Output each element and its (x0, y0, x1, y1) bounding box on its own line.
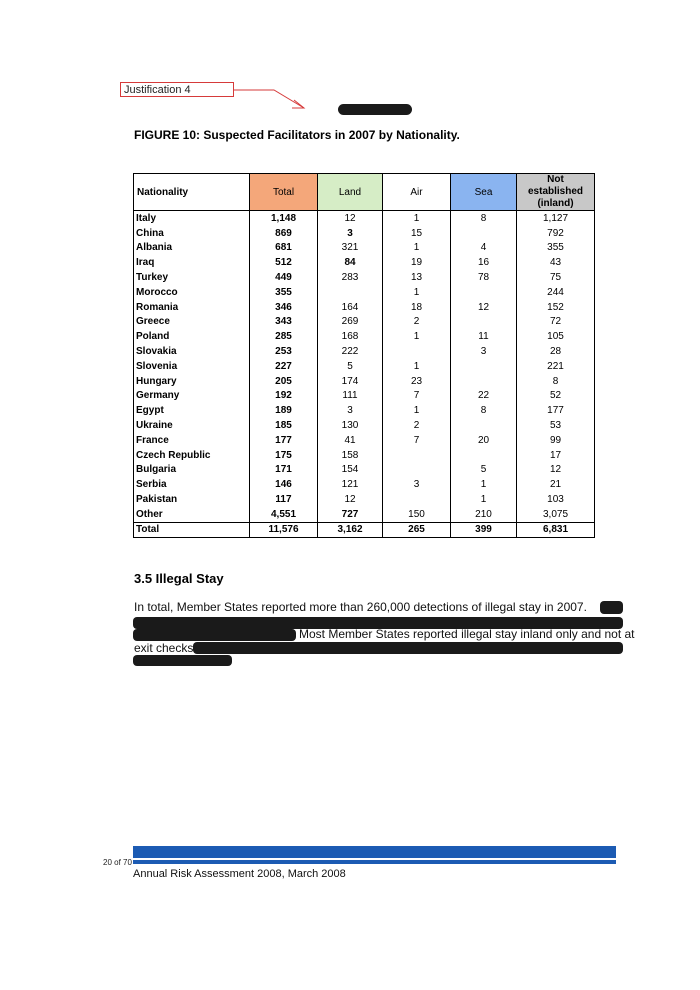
cell-nationality: Morocco (134, 285, 250, 300)
cell-land: 12 (318, 492, 383, 507)
table-row (134, 211, 595, 226)
table-row (134, 270, 595, 285)
cell-not-established: 1,127 (517, 211, 595, 226)
total-total: 11,576 (250, 522, 318, 537)
cell-land: 164 (318, 300, 383, 315)
cell-sea: 12 (451, 300, 517, 315)
cell-nationality: Greece (134, 315, 250, 330)
cell-land: 130 (318, 418, 383, 433)
cell-not-established: 53 (517, 418, 595, 433)
redaction-block (600, 601, 623, 614)
cell-not-established: 3,075 (517, 507, 595, 522)
cell-sea: 4 (451, 241, 517, 256)
table-row (134, 359, 595, 374)
cell-sea: 1 (451, 492, 517, 507)
cell-not-established: 43 (517, 255, 595, 270)
cell-total: 355 (250, 285, 318, 300)
cell-nationality: Germany (134, 389, 250, 404)
arrow-icon (234, 86, 314, 116)
cell-not-established: 105 (517, 329, 595, 344)
cell-land (318, 285, 383, 300)
paragraph-line-3: Most Member States reported illegal stay inland only and not at (299, 627, 635, 641)
table-row (134, 329, 595, 344)
header-not-established-line2: (inland) (537, 198, 574, 209)
cell-air: 18 (383, 300, 451, 315)
cell-land: 84 (318, 255, 383, 270)
cell-air: 23 (383, 374, 451, 389)
table-row (134, 418, 595, 433)
cell-nationality: Italy (134, 211, 250, 226)
cell-not-established: 75 (517, 270, 595, 285)
cell-total: 117 (250, 492, 318, 507)
cell-nationality: Hungary (134, 374, 250, 389)
table-row (134, 374, 595, 389)
cell-sea: 8 (451, 403, 517, 418)
table-total-row (134, 522, 595, 537)
cell-not-established: 152 (517, 300, 595, 315)
cell-sea (451, 418, 517, 433)
cell-sea: 3 (451, 344, 517, 359)
paragraph-line-4: exit checks (134, 641, 194, 655)
cell-air: 7 (383, 389, 451, 404)
table-row (134, 403, 595, 418)
cell-total: 681 (250, 241, 318, 256)
cell-air: 15 (383, 226, 451, 241)
redaction-block (133, 629, 296, 641)
header-nationality: Nationality (134, 174, 250, 211)
header-air: Air (383, 174, 451, 211)
cell-not-established: 355 (517, 241, 595, 256)
cell-not-established: 72 (517, 315, 595, 330)
cell-nationality: Pakistan (134, 492, 250, 507)
cell-air: 1 (383, 329, 451, 344)
cell-total: 177 (250, 433, 318, 448)
cell-air: 13 (383, 270, 451, 285)
cell-land: 12 (318, 211, 383, 226)
cell-total: 227 (250, 359, 318, 374)
cell-land: 41 (318, 433, 383, 448)
cell-land: 3 (318, 226, 383, 241)
table-row (134, 448, 595, 463)
cell-nationality: Albania (134, 241, 250, 256)
cell-not-established: 12 (517, 463, 595, 478)
total-not-established: 6,831 (517, 522, 595, 537)
cell-total: 175 (250, 448, 318, 463)
cell-sea: 22 (451, 389, 517, 404)
cell-air: 1 (383, 285, 451, 300)
cell-not-established: 244 (517, 285, 595, 300)
table-row (134, 492, 595, 507)
total-air: 265 (383, 522, 451, 537)
cell-land: 168 (318, 329, 383, 344)
table-row (134, 433, 595, 448)
cell-air: 1 (383, 211, 451, 226)
cell-total: 192 (250, 389, 318, 404)
cell-air: 1 (383, 359, 451, 374)
redaction-block (133, 655, 232, 666)
cell-total: 285 (250, 329, 318, 344)
cell-not-established: 177 (517, 403, 595, 418)
cell-not-established: 221 (517, 359, 595, 374)
facilitators-table (133, 173, 595, 538)
cell-total: 146 (250, 477, 318, 492)
cell-total: 512 (250, 255, 318, 270)
cell-sea: 210 (451, 507, 517, 522)
cell-sea: 16 (451, 255, 517, 270)
header-sea: Sea (451, 174, 517, 211)
table-row (134, 315, 595, 330)
cell-sea: 11 (451, 329, 517, 344)
cell-total: 185 (250, 418, 318, 433)
cell-sea (451, 226, 517, 241)
cell-not-established: 99 (517, 433, 595, 448)
cell-nationality: France (134, 433, 250, 448)
cell-sea: 5 (451, 463, 517, 478)
cell-land: 3 (318, 403, 383, 418)
cell-air: 2 (383, 315, 451, 330)
footer-bar (133, 846, 616, 864)
cell-total: 343 (250, 315, 318, 330)
cell-nationality: Czech Republic (134, 448, 250, 463)
cell-nationality: Ukraine (134, 418, 250, 433)
figure-title: FIGURE 10: Suspected Facilitators in 2007 by Nationality. (134, 128, 460, 142)
cell-not-established: 28 (517, 344, 595, 359)
header-total: Total (250, 174, 318, 211)
cell-not-established: 792 (517, 226, 595, 241)
cell-sea: 8 (451, 211, 517, 226)
paragraph-line-1: In total, Member States reported more than 260,000 detections of illegal stay in 2007. (134, 600, 587, 614)
cell-nationality: Serbia (134, 477, 250, 492)
cell-land: 5 (318, 359, 383, 374)
cell-land: 174 (318, 374, 383, 389)
cell-nationality: Egypt (134, 403, 250, 418)
table-row (134, 463, 595, 478)
header-not-established-line1: Not established (527, 174, 584, 197)
cell-land: 727 (318, 507, 383, 522)
cell-nationality: Bulgaria (134, 463, 250, 478)
cell-air (383, 492, 451, 507)
cell-not-established: 21 (517, 477, 595, 492)
cell-land: 321 (318, 241, 383, 256)
cell-land: 158 (318, 448, 383, 463)
cell-nationality: Iraq (134, 255, 250, 270)
cell-air: 1 (383, 241, 451, 256)
header-not-established (517, 174, 595, 211)
table-row (134, 507, 595, 522)
cell-sea (451, 448, 517, 463)
table-row (134, 255, 595, 270)
total-sea: 399 (451, 522, 517, 537)
table-row (134, 285, 595, 300)
cell-land: 269 (318, 315, 383, 330)
cell-not-established: 17 (517, 448, 595, 463)
section-heading: 3.5 Illegal Stay (134, 571, 224, 586)
cell-air: 19 (383, 255, 451, 270)
cell-nationality: Romania (134, 300, 250, 315)
cell-land: 154 (318, 463, 383, 478)
table-row (134, 344, 595, 359)
table-row (134, 477, 595, 492)
cell-land: 111 (318, 389, 383, 404)
cell-air (383, 344, 451, 359)
cell-air (383, 463, 451, 478)
header-land: Land (318, 174, 383, 211)
redaction-block (338, 104, 412, 115)
page-number: 20 of 70 (103, 858, 132, 867)
cell-not-established: 52 (517, 389, 595, 404)
cell-nationality: Other (134, 507, 250, 522)
cell-air: 150 (383, 507, 451, 522)
cell-sea (451, 315, 517, 330)
cell-sea (451, 285, 517, 300)
cell-total: 4,551 (250, 507, 318, 522)
cell-air (383, 448, 451, 463)
justification-label: Justification 4 (120, 82, 234, 97)
cell-nationality: Slovakia (134, 344, 250, 359)
cell-nationality: Poland (134, 329, 250, 344)
cell-sea (451, 374, 517, 389)
cell-air: 3 (383, 477, 451, 492)
table-row (134, 389, 595, 404)
cell-total: 171 (250, 463, 318, 478)
cell-land: 121 (318, 477, 383, 492)
cell-air: 7 (383, 433, 451, 448)
cell-nationality: China (134, 226, 250, 241)
cell-air: 2 (383, 418, 451, 433)
cell-sea: 1 (451, 477, 517, 492)
cell-sea: 20 (451, 433, 517, 448)
cell-not-established: 103 (517, 492, 595, 507)
cell-nationality: Turkey (134, 270, 250, 285)
cell-total: 205 (250, 374, 318, 389)
cell-total: 1,148 (250, 211, 318, 226)
total-land: 3,162 (318, 522, 383, 537)
cell-total: 869 (250, 226, 318, 241)
table-row (134, 226, 595, 241)
cell-total: 253 (250, 344, 318, 359)
cell-air: 1 (383, 403, 451, 418)
cell-total: 346 (250, 300, 318, 315)
footer-divider (133, 858, 616, 860)
table-header-row (134, 174, 595, 211)
cell-nationality: Slovenia (134, 359, 250, 374)
cell-total: 189 (250, 403, 318, 418)
cell-land: 222 (318, 344, 383, 359)
cell-not-established: 8 (517, 374, 595, 389)
total-label: Total (134, 522, 250, 537)
cell-land: 283 (318, 270, 383, 285)
table-row (134, 300, 595, 315)
cell-total: 449 (250, 270, 318, 285)
cell-sea (451, 359, 517, 374)
cell-sea: 78 (451, 270, 517, 285)
footer-title: Annual Risk Assessment 2008, March 2008 (133, 868, 346, 880)
redaction-block (193, 642, 623, 654)
table-row (134, 241, 595, 256)
